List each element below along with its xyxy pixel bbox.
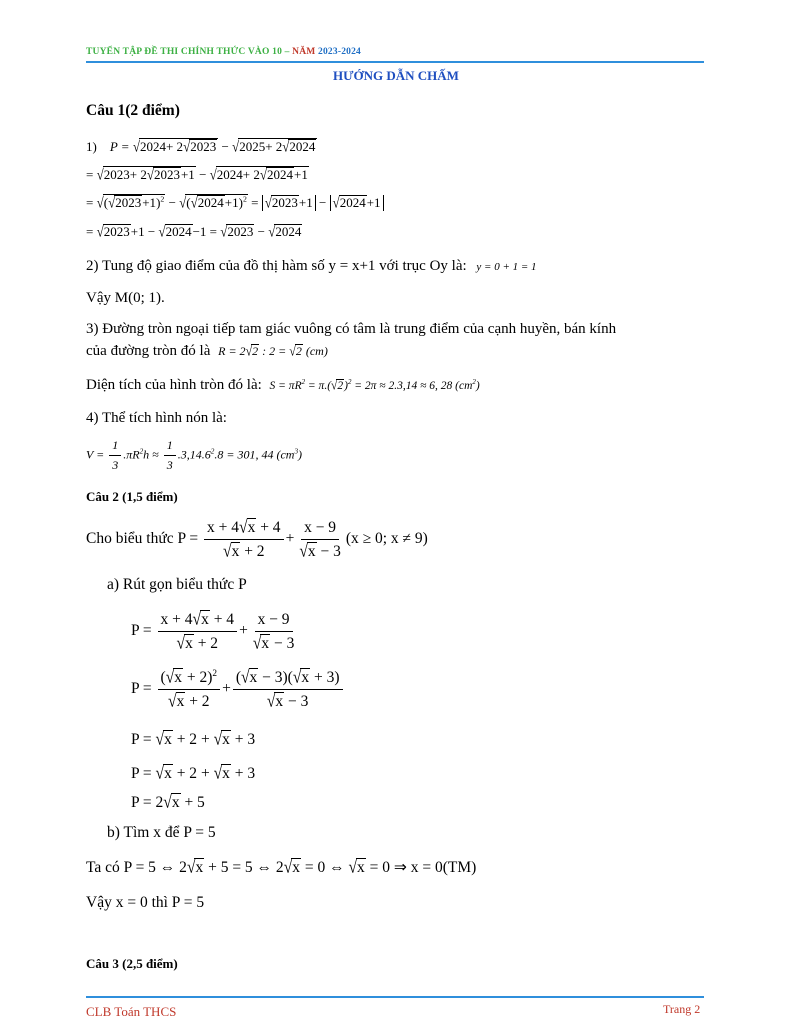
q1-line-2: = √2023+ 2√2023+1 − √2024+ 2√2024+1 [86,165,308,184]
math-text: + 2 [242,167,260,182]
math-text: − [168,195,176,210]
question-1-heading: Câu 1(2 điểm) [86,102,180,119]
math-text: ) [238,195,243,210]
math-text: = [209,224,217,239]
math-text: P = [109,139,130,154]
math-text: 2 [139,447,144,456]
math-text: ) [207,669,213,686]
fraction: $\frac{(√x + 2)^2}{√x + 2}$ [158,668,221,711]
math-text: 2023 [271,195,298,210]
math-text: .8 = 301, 44 (cm [214,447,295,462]
math-text: 3 [112,458,119,472]
math-text: 3 [294,447,299,456]
math-text: + 2 [265,139,283,154]
math-text: ) [156,195,161,210]
math-text: x [356,859,365,876]
math-text: 2 [242,194,247,204]
math-text: − 3 [273,634,295,652]
q1-item-label: 1) [86,139,97,154]
math-text: 2 [301,379,306,387]
q1-part-2 [86,258,537,275]
math-text: h ≈ [143,447,159,462]
math-text: x [222,731,230,748]
math-text: +1 [366,195,381,210]
math-text: x [164,765,172,782]
math-text: P = [131,622,152,640]
math-text: (cm) [305,344,328,358]
math-text: x [171,794,180,811]
question-2-heading: Câu 2 (1,5 điểm) [86,489,178,504]
q1-part-2-conclusion: Vậy M(0; 1). [86,290,165,306]
math-text: 2023 [103,167,130,182]
math-text: 2 [212,668,218,679]
header-series: TUYỂN TẬP ĐỀ THI CHÍNH THỨC VÀO 10 – [86,47,293,57]
page-number: Trang 2 [663,1002,701,1016]
q2-step-3: P = √x + 2 + √x + 3 [131,729,256,750]
paragraph: Diện tích của hình tròn đó là: [86,377,262,393]
header-year: 2023-2024 [318,47,361,57]
math-text: + 2 [176,765,198,782]
math-text: + 2 [129,167,147,182]
math-text: −1 [192,224,207,239]
q1-part-3-line-1: 3) Đường tròn ngoại tiếp tam giác vuông có tâm là trung điểm của cạnh huyền, bán kính [86,321,617,337]
math-text: 3 [166,458,173,472]
math-text: x + 4 [160,611,193,628]
math-text: = [86,195,94,210]
math-text: R = 2 [218,344,246,358]
math-text: x [301,669,310,686]
math-text: − 3 [320,542,341,560]
math-text: x [222,765,230,782]
q2-solution: Ta có P = 5 ⇔ 2√x + 5 = 5 ⇔ 2√x = 0 ⇔ √x = 0 ⇒ x = 0(TM) [86,857,477,878]
math-text: = 0 ⇔ [304,859,345,876]
fraction: $\frac{x + 4√x + 4}{√x + 2}$ [204,518,284,561]
question-3-heading: Câu 3 (2,5 điểm) [86,956,178,971]
math-text: 2024 [139,139,166,154]
math-text: ) [282,669,288,686]
math-text: 2024 [165,224,192,239]
math-text: = 2π ≈ 2.3,14 ≈ 6, 28 (cm [354,380,473,392]
math-text: Ta có P = 5 ⇔ 2 [86,859,187,876]
math-text: + [285,530,295,548]
q2-conclusion: Vậy x = 0 thì P = 5 [86,894,205,911]
math-text: ( [287,669,293,686]
math-text: 2024 [216,167,243,182]
math-text: +1 [130,224,145,239]
math-text: $S = \pi R^2 = \pi.(√2)^2 = 2\pi \approx 2.3,14 \approx 6$, 28 $(cm^2)$ [269,379,480,393]
math-text: 2023 [103,224,130,239]
math-text: x [174,669,182,686]
paragraph: 2) Tung độ giao điểm của đồ thị hàm số y = x+1 với trục Oy là: [86,258,467,274]
header-year-label: NĂM [292,47,319,57]
math-text: + 5 = 5 ⇔ 2 [208,859,284,876]
math-text: P = 2 [131,794,164,811]
math-text: + [200,731,210,748]
q1-line-4: = √2023+1 − √2024−1 = √2023 − √2024 [86,222,302,241]
math-text: P = [131,731,152,748]
math-text: = [86,224,94,239]
q2-part-b-label: b) Tìm x để P = 5 [107,824,216,841]
math-text: 2 [337,380,344,392]
page-header [86,47,361,57]
math-text: x [247,519,256,536]
math-text: (x ≥ 0; x ≠ 9) [345,530,428,548]
header-rule [86,61,704,63]
math-text: x + 4 [207,519,240,536]
q2-step-5: P = 2√x + 5 [131,792,205,813]
math-text: R = 2√2 : 2 = √2 (cm) [218,342,328,359]
math-text: 2 [347,379,352,387]
q2-step-1 [131,610,299,653]
math-text: ) [344,380,348,392]
math-text: + 2 [176,731,198,748]
math-text: + 2 [244,543,265,560]
math-text: +1 [224,195,239,210]
math-text: ( [160,669,166,686]
math-text: ( [235,669,241,686]
math-text: x [201,611,209,628]
math-text: ( [186,195,191,210]
math-text: + [239,622,248,640]
math-text: x [176,693,185,710]
math-text: + [222,680,231,698]
footer-club-name: CLB Toán THCS [86,1004,177,1019]
math-text: 2023 [153,167,180,182]
q2-part-a-label: a) Rút gọn biểu thức P [107,576,247,593]
math-text: − [257,224,265,239]
math-text: = [86,167,94,182]
math-text: = 0 ⇒ x = 0(TM) [369,859,477,876]
math-text: + 2 [189,693,210,710]
math-text: 2 [472,379,476,387]
q1-line-3: = $√(√2023+1)^2 - √(√2024+1)^2 = √2023+1 - √2024+1$ [86,194,384,211]
math-text: x [261,634,270,652]
q1-part-3-area [86,377,480,394]
math-text: + [200,765,210,782]
math-text: 2 [252,344,259,358]
math-text: .3,14.6 [177,447,211,462]
math-text: y = 0 + 1 = 1 [476,261,537,273]
q2-expression [86,518,428,561]
math-text: 2023 [190,139,217,154]
math-text: x − 9 [255,611,293,632]
fraction: $\frac{x - 9}{√x - 3}$ [299,518,341,561]
paragraph: Cho biểu thức [86,530,174,548]
q1-part-4: 4) Thể tích hình nón là: [86,410,227,426]
q2-step-4: P = √x + 2 + √x + 3 [131,763,256,784]
fraction [109,438,121,473]
q1-line-1: 1) P = √2024+ 2√2023 − √2025+ 2√2024 [86,137,316,156]
math-text: +1 [142,195,157,210]
math-text: P = [131,680,152,698]
fraction: $\frac{x - 9}{√x - 3}$ [252,610,295,653]
footer-rule [86,996,704,998]
math-text: x − 9 [301,519,339,540]
math-text: ) [298,447,303,462]
math-text: S = πR [269,380,302,392]
math-text: = π.( [307,380,332,392]
math-text: x [164,731,172,748]
math-text: 2 [295,344,302,358]
math-text: − [147,224,156,239]
math-text: = [251,195,259,210]
math-text: + 3 [234,731,256,748]
math-text: + 4 [213,611,235,628]
math-text: + 2 [186,669,208,686]
math-text: 2 [160,194,165,204]
math-text: 2024 [267,167,294,182]
math-text: x [275,693,284,710]
math-text: x [231,543,240,560]
math-text: + 5 [184,794,205,811]
paragraph: của đường tròn đó là [86,343,211,359]
math-text: : 2 = [262,344,287,358]
math-text: 2024 [197,195,224,210]
math-text: − [221,139,229,154]
math-text: 2024 [289,139,316,154]
math-text: − 3 [288,693,309,710]
math-text: + 2 [165,139,184,154]
math-text: 2025 [239,139,266,154]
q1-part-4-formula [86,438,302,473]
math-text: P = [177,530,199,548]
math-text: x [249,669,258,686]
math-text: ) [334,669,340,686]
math-text: .πR [123,447,140,462]
math-text: 2024 [339,195,366,210]
math-text: + 3 [313,669,335,686]
math-text: − [318,195,327,210]
math-text: + 4 [260,519,281,536]
math-text: − [199,167,207,182]
math-text: − 3 [262,669,283,686]
math-text: x [195,859,204,876]
math-text: P = [131,765,152,782]
math-text: + 2 [197,635,219,652]
math-text: ) [475,380,480,392]
fraction: $\frac{x + 4√x + 4}{√x + 2}$ [158,610,238,653]
math-text: +1 [180,167,195,182]
math-text: 1 [109,438,121,456]
q2-step-2 [131,668,345,711]
fraction: $\frac{(√x - 3)(√x + 3)}{√x - 3}$ [233,668,343,711]
math-text: x [185,635,193,652]
math-text: V = [86,447,105,462]
math-text: x [307,542,316,560]
math-text: x [292,859,300,876]
fraction [164,438,176,473]
math-text: +1 [298,195,313,210]
math-text: 1 [164,438,176,456]
math-text: + 3 [234,765,256,782]
math-text: 2024 [275,224,302,239]
q1-part-3-line-2 [86,343,328,360]
page-title: HƯỚNG DẪN CHẤM [333,68,459,83]
math-text: 2023 [115,195,142,210]
math-text: +1 [294,167,308,182]
math-text: 2 [210,447,215,456]
math-text: ( [103,195,109,210]
math-text: 2023 [227,224,254,239]
